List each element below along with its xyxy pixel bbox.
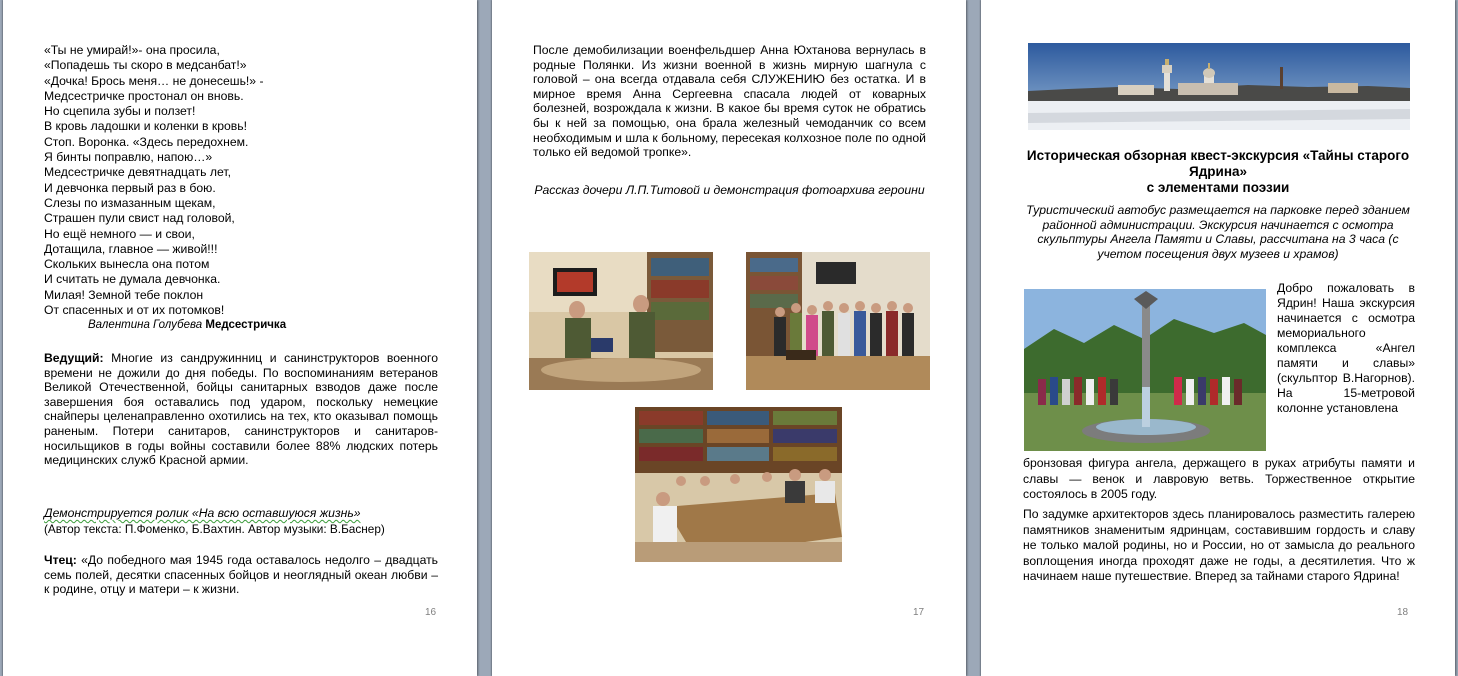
poem-line: Я бинты поправлю, напою…» (44, 150, 213, 165)
memorial-side-text: Добро пожаловать в Ядрин! Наша экскурсия начинается с осмотра мемориального комплекса «Ангел памяти и славы» (скульптор В.Нагорнов). На 15-метровой колонне установлена (1277, 281, 1415, 415)
poem-line: Стоп. Воронка. «Здесь передохнем. (44, 134, 249, 149)
library-reading-photo (635, 407, 842, 562)
poem-line: Медсестричке простонал он вновь. (44, 88, 244, 103)
reader-paragraph (44, 553, 438, 597)
document-page-17 (492, 0, 966, 676)
document-page-16 (3, 0, 477, 676)
memorial-group-photo (1024, 289, 1266, 451)
town-panorama-photo (1028, 43, 1410, 130)
poem-line: Но ещё немного — и свои, (44, 226, 195, 241)
excursion-heading (1011, 148, 1425, 196)
poem-signature (44, 318, 286, 333)
video-line: Демонстрируется ролик «На всю оставшуюся жизнь» (44, 506, 361, 520)
host-label: Ведущий: (44, 351, 104, 365)
memorial-group-image (1024, 289, 1266, 451)
page-number: 17 (913, 607, 925, 618)
poem-line: От спасенных и от их потомков! (44, 303, 225, 318)
library-presentation-photo (529, 252, 713, 390)
poem-line: И считать не думала девчонка. (44, 272, 221, 287)
excursion-intro: Туристический автобус размещается на парковке перед зданием районной администрации. Экскурсия начинается с осмотра скульптуры Ангела Памяти и Славы, рассчитана на 3 часа (с учетом посещения двух музеев и храмов) (1026, 203, 1410, 261)
video-paragraph (44, 506, 444, 536)
excursion-subtitle: с элементами поэзии (1146, 180, 1290, 195)
poem-line: Скольких вынесла она потом (44, 257, 210, 272)
poem-line: Слезы по измазанным щекам, (44, 195, 216, 210)
photo-caption: Рассказ дочери Л.П.Титовой и демонстрация фотоархива героини (534, 183, 925, 197)
poem-line: «Попадешь ты скоро в медсанбат!» (44, 58, 247, 73)
memorial-body-text: бронзовая фигура ангела, держащего в руках атрибуты памяти и славы — венок и лавровую ветвь. Торжественное открытие состоялось в 2005 году. (1023, 456, 1415, 502)
signature-title: Медсестричка (205, 319, 287, 332)
architect-plan-text: По задумке архитекторов здесь планировалось разместить галерею памятников знаменитым ядринцам, составившим гордость и славу не только малой родины, но и России, но от замысла до реального воплощения иногда проходят даже не годы, а десятилетия. Что ж начинаем наше путешествие. Вперед за тайнами старого Ядрина! (1023, 507, 1415, 584)
poem-line: Дотащила, главное — живой!!! (44, 241, 218, 256)
poem (44, 43, 286, 334)
document-page-18 (981, 0, 1455, 676)
page-number: 18 (1397, 607, 1409, 618)
video-credits: (Автор текста: П.Фоменко, Б.Вахтин. Автор музыки: В.Баснер) (44, 521, 385, 536)
excursion-title: Историческая обзорная квест-экскурсия «Тайны старого Ядрина» (1026, 148, 1410, 179)
poem-line: В кровь ладошки и коленки в кровь! (44, 119, 247, 134)
group-image (746, 252, 930, 390)
poem-line: Страшен пули свист над головой, (44, 211, 235, 226)
poem-line: Но сцепила зубы и ползет! (44, 104, 196, 119)
story-paragraph: После демобилизации военфельдшер Анна Юхтанова вернулась в родные Полянки. Из жизни военной в жизнь мирную шагнула с головой – она всегда отдавала себя СЛУЖЕНИЮ без остатка. И в мирное время Анна Сергеевна спасала людей от коварных болезней, возрождала к жизни. В какое бы время суток не обратись бы к ней за помощью, она брала железный чемоданчик со всем необходимым и шла к больному, пересекая колхозное поле по одной только ей ведомой тропке». (533, 43, 926, 160)
host-text: Многие из сандружинниц и санинструкторов военного времени не дожили до дня победы. По воспоминаниям ветеранов Великой Отечественной, бойцы санитарных взводов даже после завершения боя оставались под ударом, поскольку немецкие снайперы целенаправленно охотились на тех, кто оказывал помощь раненым. Потери санитаров, санинструкторов и санитаров-носильщиков в годы войны составили более 88% людских потерь медицинских служб Красной армии. (44, 351, 438, 468)
town-panorama-image (1028, 43, 1410, 130)
page-number: 16 (425, 607, 437, 618)
host-paragraph (44, 351, 438, 468)
reader-text: «До победного мая 1945 года оставалось недолго – двадцать семь полей, десятки спасенных бойцов и неоглядный океан любви – к родине, отцу и матери – к жизни. (44, 553, 439, 597)
poem-line: И девчонка первый раз в бою. (44, 180, 216, 195)
reader-label: Чтец: (44, 553, 77, 567)
poem-line: Медсестричке девятнадцать лет, (44, 165, 231, 180)
poem-line: «Дочка! Брось меня… не донесешь!» - (44, 73, 264, 88)
signature-author: Валентина Голубева (88, 319, 203, 332)
library-reading-image (635, 407, 842, 562)
poem-line: «Ты не умирай!»- она просила, (44, 43, 220, 57)
group-photo (746, 252, 930, 390)
poem-line: Милая! Земной тебе поклон (44, 287, 204, 302)
library-presentation-image (529, 252, 713, 390)
